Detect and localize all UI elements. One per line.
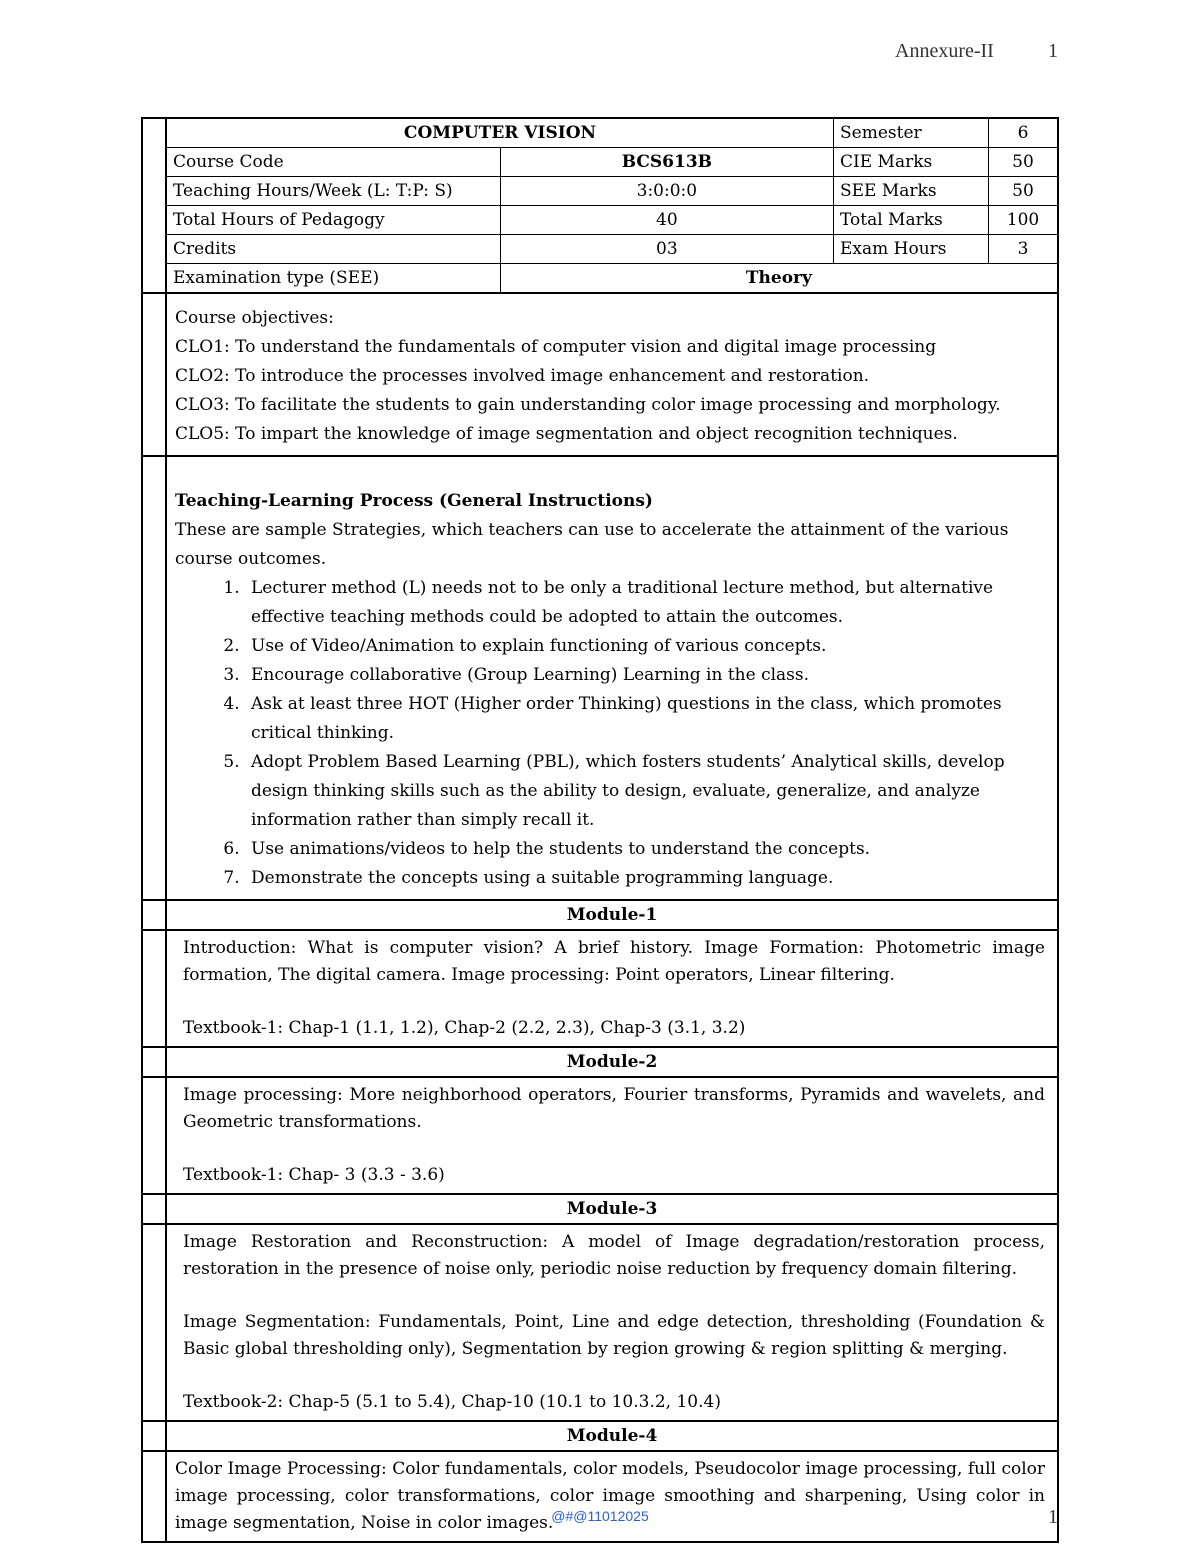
credits-value: 03 [500,235,833,264]
header-page-number: 1 [1048,40,1058,62]
module-paragraph: Color Image Processing: Color fundamentals, color models, Pseudocolor image processing, full color image processing, color transformations, color image smoothing and sharpening, Using color in image segmentation, Noise in color images. [175,1459,1045,1533]
teaching-heading: Teaching-Learning Process (General Instructions) [175,491,653,511]
objectives-heading: Course objectives: [175,308,334,328]
credits-label: Credits [167,235,500,264]
list-item: 1. Lecturer method (L) needs not to be only a traditional lecture method, but alternative effective teaching methods could be adopted to attain the outcomes. [245,574,1049,632]
module-3-content [166,1224,1058,1421]
teaching-hours-value: 3:0:0:0 [500,177,833,206]
module-1-heading: Module-1 [166,900,1058,930]
objective-item: CLO2: To introduce the processes involved image enhancement and restoration. [175,366,870,386]
exam-type-label: Examination type (SEE) [167,264,500,293]
annexure-label: Annexure-II [895,40,994,62]
exam-hours-value: 3 [989,235,1058,264]
exam-hours-label: Exam Hours [834,235,989,264]
semester-label: Semester [834,119,989,148]
list-item: 2. Use of Video/Animation to explain functioning of various concepts. [245,632,1049,661]
teaching-learning-process [166,456,1058,900]
syllabus-table [141,117,1059,1543]
cie-marks-label: CIE Marks [834,148,989,177]
total-marks-label: Total Marks [834,206,989,235]
list-item: 7. Demonstrate the concepts using a suitable programming language. [245,864,1049,893]
objective-item: CLO3: To facilitate the students to gain understanding color image processing and morphology. [175,395,1001,415]
course-title: COMPUTER VISION [167,119,834,148]
exam-type-value: Theory [500,264,1057,293]
module-4-content [166,1451,1058,1542]
module-3-heading: Module-3 [166,1194,1058,1224]
module-2-content [166,1077,1058,1194]
objective-item: CLO1: To understand the fundamentals of computer vision and digital image processing [175,337,937,357]
course-info-table [167,119,1057,292]
see-marks-value: 50 [989,177,1058,206]
footer-code: @#@11012025 [551,1508,649,1524]
teaching-intro: These are sample Strategies, which teachers can use to accelerate the attainment of the various course outcomes. [175,520,1009,569]
module-paragraph: Introduction: What is computer vision? A brief history. Image Formation: Photometric image formation, The digital camera. Image processing: Point operators, Linear filtering. [183,938,1045,985]
list-item: 3. Encourage collaborative (Group Learning) Learning in the class. [245,661,1049,690]
module-paragraph: Image processing: More neighborhood operators, Fourier transforms, Pyramids and wavelets, and Geometric transformations. [183,1085,1045,1132]
teaching-list [175,574,1049,893]
pedagogy-hours-value: 40 [500,206,833,235]
list-item: 5. Adopt Problem Based Learning (PBL), which fosters students’ Analytical skills, develop design thinking skills such as the ability to design, evaluate, generalize, and analyze information rather than simply recall it. [245,748,1049,835]
cie-marks-value: 50 [989,148,1058,177]
footer-page-number: 1 [1048,1506,1058,1528]
module-1-content [166,930,1058,1047]
module-textbook: Textbook-2: Chap-5 (5.1 to 5.4), Chap-10 (10.1 to 10.3.2, 10.4) [183,1392,721,1412]
see-marks-label: SEE Marks [834,177,989,206]
list-item: 6. Use animations/videos to help the students to understand the concepts. [245,835,1049,864]
list-item: 4. Ask at least three HOT (Higher order Thinking) questions in the class, which promotes critical thinking. [245,690,1049,748]
module-4-heading: Module-4 [166,1421,1058,1451]
course-code-value: BCS613B [500,148,833,177]
module-paragraph: Image Segmentation: Fundamentals, Point, Line and edge detection, thresholding (Foundation & Basic global thresholding only), Segmentation by region growing & region splitting & merging. [183,1312,1045,1359]
semester-value: 6 [989,119,1058,148]
course-objectives [166,293,1058,456]
module-textbook: Textbook-1: Chap- 3 (3.3 - 3.6) [183,1165,445,1185]
teaching-hours-label: Teaching Hours/Week (L: T:P: S) [167,177,500,206]
module-textbook: Textbook-1: Chap-1 (1.1, 1.2), Chap-2 (2.2, 2.3), Chap-3 (3.1, 3.2) [183,1018,746,1038]
module-paragraph: Image Restoration and Reconstruction: A model of Image degradation/restoration process, restoration in the presence of noise only, periodic noise reduction by frequency domain filtering. [183,1232,1045,1279]
course-code-label: Course Code [167,148,500,177]
pedagogy-hours-label: Total Hours of Pedagogy [167,206,500,235]
module-2-heading: Module-2 [166,1047,1058,1077]
total-marks-value: 100 [989,206,1058,235]
objective-item: CLO5: To impart the knowledge of image segmentation and object recognition techniques. [175,424,958,444]
